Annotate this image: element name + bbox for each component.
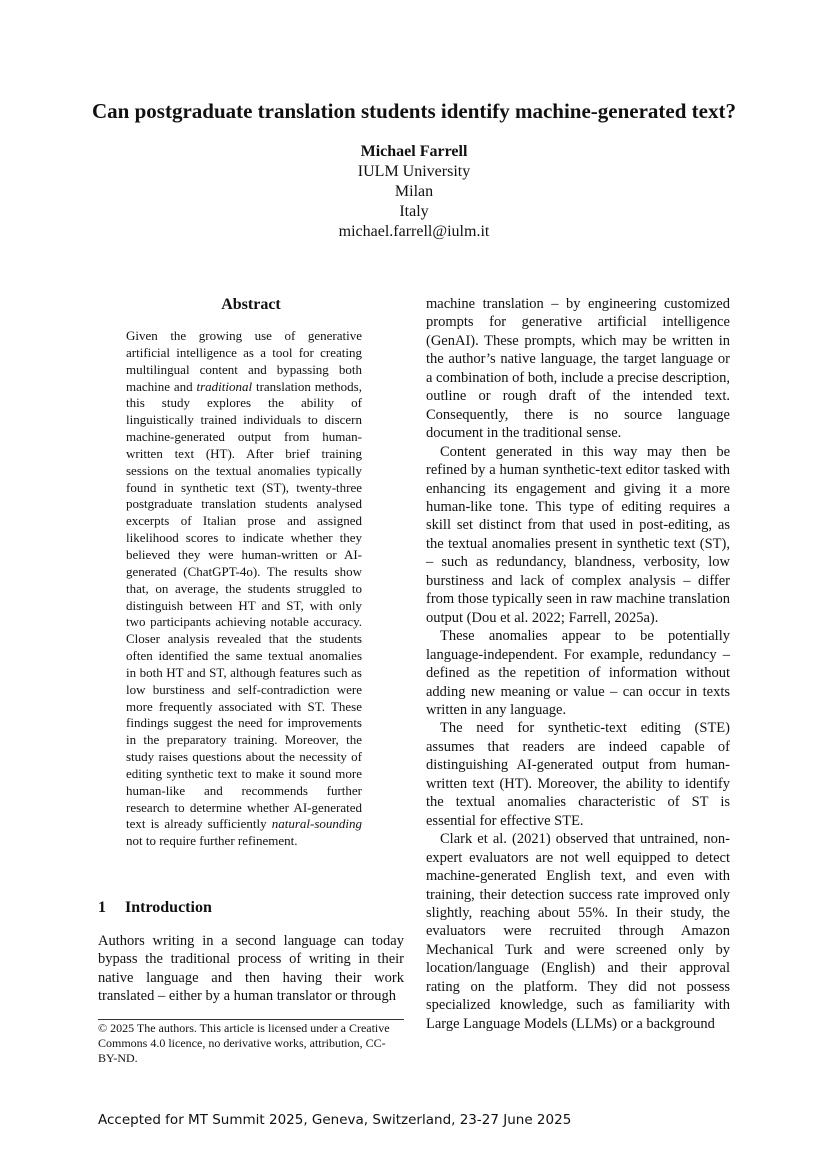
license-footnote: © 2025 The authors. This article is licensed under a Creative Commons 4.0 licence, no derivative works, attribution, CC-BY-ND. xyxy=(98,1021,390,1065)
right-paragraph: Content generated in this way may then be refined by a human synthetic-text editor tasked with enhancing its engagement and giving it a more human-like tone. This type of editing requires a skill set distinct from that used in post-editing, as the textual anomalies present in synthetic text (ST), – such as redundancy, blandness, verbosity, low burstiness and lack of complex analysis – differ from those typically seen in raw machine translation output (Dou et al. 2022; Farrell, 2025a). xyxy=(426,443,731,626)
introduction-text xyxy=(98,932,404,1006)
abstract-text-3: not to require further refinement. xyxy=(126,833,298,849)
right-paragraph: These anomalies appear to be potentially language-independent. For example, redundancy – defined as the repetition of information without adding new meaning or value – can occur in texts written in any language. xyxy=(426,628,730,718)
abstract-paragraph xyxy=(126,328,362,850)
author-name: Michael Farrell xyxy=(360,143,468,160)
author-email: michael.farrell@iulm.it xyxy=(338,223,490,240)
right-paragraph: machine translation – by engineering customized prompts for generative artificial intelligence (GenAI). These prompts, which may be written in the author’s native language, the target language or a combination of both, include a precise description, outline or rough draft of the intended text. Consequently, there is no source language document in the traditional sense. xyxy=(426,296,731,442)
paper-title: Can postgraduate translation students identify machine-generated text? xyxy=(92,99,736,123)
right-column xyxy=(426,295,730,1033)
abstract-italic-1: traditional xyxy=(196,378,253,394)
abstract-text-2: translation methods, this study explores the ability of linguistically trained individuals to discern machine-generated output from human-written text (HT). After brief training sessions on the textual anomalies typically found in synthetic text (ST), twenty-three postgraduate translation students analysed excerpts of Italian prose and assigned likelihood scores to indicate whether they believed they were human-written or AI-generated (ChatGPT-4o). The results show that, on average, the students struggled to distinguish between HT and ST, with only two participants achieving notable accuracy. Closer analysis revealed that the students often identified the same textual anomalies in both HT and ST, although features such as low burstiness and self-contradiction were more frequently associated with ST. These findings suggest the need for improvements in the preparatory training. Moreover, the study raises questions about the necessity of editing synthetic text to make it sound more human-like and recommends further research to determine whether AI-generated text is already sufficiently xyxy=(126,378,362,832)
venue-note: Accepted for MT Summit 2025, Geneva, Switzerland, 23-27 June 2025 xyxy=(98,1112,572,1128)
abstract-body xyxy=(126,328,362,850)
section-title: Introduction xyxy=(125,899,212,916)
abstract-heading: Abstract xyxy=(221,296,281,313)
introduction-paragraph: Authors writing in a second language can today bypass the traditional process of writing in their native language and then having their work translated – either by a human translator or through xyxy=(98,933,404,1005)
author-city: Milan xyxy=(394,183,434,200)
section-number: 1 xyxy=(98,899,106,916)
abstract-italic-2: natural-sounding xyxy=(271,816,362,832)
author-block xyxy=(214,142,614,242)
section-heading-introduction xyxy=(98,899,212,917)
footnote-rule xyxy=(98,1019,404,1020)
right-paragraph: Clark et al. (2021) observed that untrained, non-expert evaluators are not well equipped to detect machine-generated English text, and even with training, their detection success rate improved only slightly, reaching about 55%. In their study, the evaluators were recruited through Amazon Mechanical Turk and were screened only by location/language (English) and their approval rating on the platform. They did not possess specialized knowledge, such as familiarity with Large Language Models (LLMs) or a background xyxy=(426,831,730,1032)
abstract-text-1: Given the growing use of generative artificial intelligence as a tool for creating multilingual content and bypassing both machine and xyxy=(126,328,362,394)
author-affiliation: IULM University xyxy=(357,163,471,180)
right-paragraph: The need for synthetic-text editing (STE) assumes that readers are indeed capable of distinguishing AI-generated output from human-written text (HT). Moreover, the ability to identify the textual anomalies characteristic of ST is essential for effective STE. xyxy=(426,720,730,829)
author-country: Italy xyxy=(399,203,429,220)
